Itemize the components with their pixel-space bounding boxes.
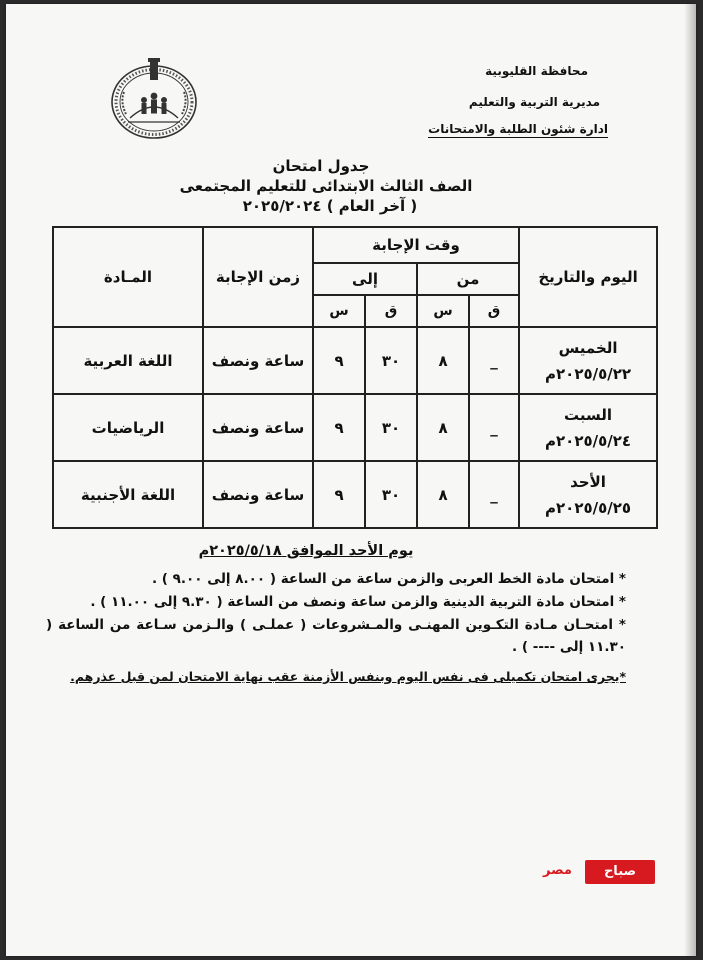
day-label: السبت bbox=[564, 405, 613, 424]
header-governorate: محافظة القليوبية bbox=[485, 64, 588, 78]
header-from-minutes: ق bbox=[469, 295, 519, 327]
table-row bbox=[53, 461, 657, 528]
header-to-minutes: ق bbox=[365, 295, 417, 327]
header-from: من bbox=[417, 263, 519, 295]
from-minutes-cell: _ bbox=[469, 394, 519, 461]
to-hours-cell: ٩ bbox=[313, 461, 365, 528]
subject-cell: اللغة الأجنبية bbox=[53, 461, 203, 528]
day-date-cell bbox=[519, 394, 657, 461]
title-line-3: ( آخر العام ) ٢٠٢٥/٢٠٢٤ bbox=[242, 197, 418, 215]
header-to-hours: س bbox=[313, 295, 365, 327]
header-administration: ادارة شئون الطلبة والامتحانات bbox=[428, 122, 608, 136]
to-hours-cell: ٩ bbox=[313, 327, 365, 394]
header-day-date: اليوم والتاريخ bbox=[519, 227, 657, 327]
from-hours-cell: ٨ bbox=[417, 461, 469, 528]
header-from-hours: س bbox=[417, 295, 469, 327]
day-label: الخميس bbox=[558, 338, 618, 357]
exam-schedule-table bbox=[52, 226, 658, 529]
brand-logo bbox=[543, 860, 655, 884]
table-row bbox=[53, 394, 657, 461]
duration-cell: ساعة ونصف bbox=[203, 461, 313, 528]
header-answer-time: وقت الإجابة bbox=[313, 227, 519, 263]
brand-box: صباح bbox=[585, 860, 655, 884]
title-block bbox=[6, 156, 696, 216]
note-item: * امتحان مادة الخط العربى والزمن ساعة من الساعة ( ٨.٠٠ إلى ٩.٠٠ ) . bbox=[151, 571, 626, 587]
day-date-cell bbox=[519, 327, 657, 394]
header-subject: المـادة bbox=[53, 227, 203, 327]
duration-cell: ساعة ونصف bbox=[203, 394, 313, 461]
page-edge-shadow bbox=[684, 4, 696, 956]
note-item: * امتحان مادة التربية الدينية والزمن ساعة ونصف من الساعة ( ٩.٣٠ إلى ١١.٠٠ ) . bbox=[90, 594, 626, 610]
notes-date-line: يوم الأحد الموافق ٢٠٢٥/٥/١٨م bbox=[198, 543, 414, 559]
notes-section bbox=[46, 540, 626, 688]
header-to: إلى bbox=[313, 263, 417, 295]
date-label: ٢٠٢٥/٥/٢٤م bbox=[545, 431, 632, 450]
from-minutes-cell: _ bbox=[469, 327, 519, 394]
header-duration: زمن الإجابة bbox=[203, 227, 313, 327]
to-minutes-cell: ٣٠ bbox=[365, 327, 417, 394]
to-hours-cell: ٩ bbox=[313, 394, 365, 461]
date-label: ٢٠٢٥/٥/٢٢م bbox=[545, 364, 632, 383]
date-label: ٢٠٢٥/٥/٢٥م bbox=[545, 498, 632, 517]
duration-cell: ساعة ونصف bbox=[203, 327, 313, 394]
title-line-2: الصف الثالث الابتدائى للتعليم المجتمعى bbox=[179, 177, 473, 195]
from-hours-cell: ٨ bbox=[417, 327, 469, 394]
table-row bbox=[53, 327, 657, 394]
day-date-cell bbox=[519, 461, 657, 528]
from-minutes-cell: _ bbox=[469, 461, 519, 528]
brand-side-text: مصر bbox=[543, 863, 572, 878]
day-label: الأحد bbox=[570, 472, 606, 491]
title-line-1: جدول امتحان bbox=[272, 157, 370, 175]
subject-cell: اللغة العربية bbox=[53, 327, 203, 394]
from-hours-cell: ٨ bbox=[417, 394, 469, 461]
document-page bbox=[6, 4, 696, 956]
to-minutes-cell: ٣٠ bbox=[365, 461, 417, 528]
notes-footer: *يجرى امتحان تكميلى فى نفس اليوم وبنفس الأزمنة عقب نهاية الامتحان لمن قبل عذرهم. bbox=[70, 669, 626, 684]
subject-cell: الرياضيات bbox=[53, 394, 203, 461]
ministry-seal-logo bbox=[108, 56, 200, 142]
note-item: * امتحـان مـادة التكـوين المهنـى والمـشروعات ( عملـى ) والـزمن سـاعة من الساعة ( ١١.٣٠ إلى ---- ) . bbox=[46, 617, 626, 655]
to-minutes-cell: ٣٠ bbox=[365, 394, 417, 461]
header-directorate: مديرية التربية والتعليم bbox=[468, 95, 600, 109]
